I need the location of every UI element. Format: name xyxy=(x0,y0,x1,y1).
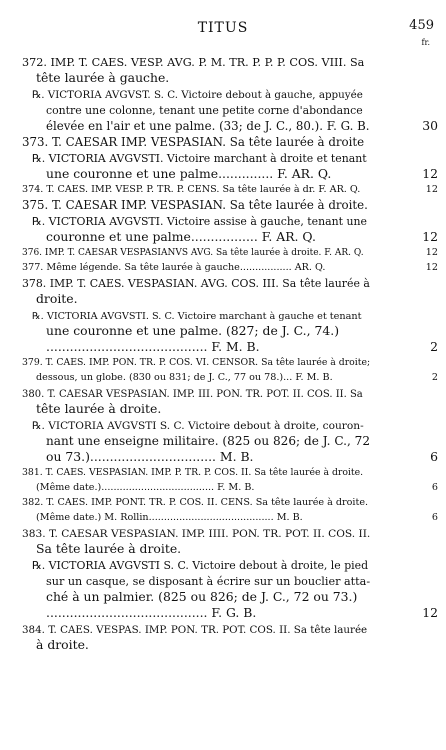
line-text: 380. T. CAESAR VESPASIAN. IMP. III. PON. TR. POT. II. COS. II. Sa xyxy=(22,389,363,400)
catalog-line xyxy=(22,637,438,653)
page-number: 459 xyxy=(409,18,434,33)
line-text: à droite. xyxy=(36,637,89,652)
line-text: 381. T. CAES. VESPASIAN. IMP. P. TR. P. COS. II. Sa tête laurée à droite. xyxy=(22,467,364,478)
catalog-line xyxy=(22,102,438,118)
catalog-line xyxy=(22,355,438,370)
price-value: 6 xyxy=(431,482,438,493)
line-text: ......................................... F. G. B. xyxy=(46,605,257,620)
catalog-line xyxy=(22,433,438,449)
line-text: ℞. VICTORIA AVGVSTI. S. C. Victoire marchant à gauche et tenant xyxy=(32,311,362,322)
line-text: ou 73.)................................ M. B. xyxy=(46,449,254,464)
line-text: une couronne et une palme.............. F. AR. Q. xyxy=(46,166,332,181)
catalog-line xyxy=(22,495,438,510)
catalog-line xyxy=(22,573,438,589)
catalog-line xyxy=(22,465,438,480)
catalog-line xyxy=(22,541,438,557)
currency-label: fr. xyxy=(421,38,430,47)
line-text: 382. T. CAES. IMP. PONT. TR. P. COS. II. CENS. Sa tête laurée à droite. xyxy=(22,497,369,508)
catalog-line xyxy=(22,589,438,605)
catalog-line xyxy=(22,118,438,134)
price-value: 12 xyxy=(425,262,438,273)
catalog-line xyxy=(22,480,438,495)
line-text: 379. T. CAES. IMP. PON. TR. P. COS. VI. CENSOR. Sa tête laurée à droite; xyxy=(22,357,371,368)
line-text: couronne et une palme................. F. AR. Q. xyxy=(46,229,316,244)
catalog-line xyxy=(22,449,438,465)
catalog-line xyxy=(22,166,438,182)
catalog-line xyxy=(22,197,438,213)
line-text: une couronne et une palme. (827; de J. C., 74.) xyxy=(46,323,340,338)
catalog-line xyxy=(22,557,438,573)
catalog-line xyxy=(22,307,438,323)
catalog-line xyxy=(22,339,438,355)
line-text: 374. T. CAES. IMP. VESP. P. TR. P. CENS. Sa tête laurée à dr. F. AR. Q. xyxy=(22,184,361,195)
line-text: ℞. VICTORIA AVGVSTI S. C. Victoire debout à droite, le pied xyxy=(32,559,369,572)
line-text: 376. IMP. T. CAESAR VESPASIANVS AVG. Sa tête laurée à droite. F. AR. Q. xyxy=(22,248,364,258)
catalog-line xyxy=(22,229,438,245)
line-text: contre une colonne, tenant une petite corne d'abondance xyxy=(46,104,363,117)
price-value: 12 xyxy=(422,605,438,620)
price-value: 2 xyxy=(431,372,438,383)
catalog-entries xyxy=(22,54,438,653)
line-text: 372. IMP. T. CAES. VESP. AVG. P. M. TR. P. P. P. COS. VIII. Sa xyxy=(22,56,365,69)
line-text: tête laurée à droite. xyxy=(36,401,162,416)
line-text: (Même date.) M. Rollin......................................... M. B. xyxy=(36,512,303,523)
line-text: nant une enseigne militaire. (825 ou 826; de J. C., 72 xyxy=(46,434,371,448)
catalog-line xyxy=(22,213,438,229)
line-text: Sa tête laurée à droite. xyxy=(36,541,182,556)
catalog-line xyxy=(22,417,438,433)
catalog-line xyxy=(22,260,438,275)
catalog-line xyxy=(22,605,438,621)
line-text: sur un casque, se disposant à écrire sur un bouclier atta- xyxy=(46,575,371,588)
line-text: ℞. VICTORIA AVGVSTI. Victoire assise à gauche, tenant une xyxy=(32,215,367,228)
catalog-line xyxy=(22,182,438,197)
line-text: tête laurée à gauche. xyxy=(36,70,170,85)
catalog-line xyxy=(22,275,438,291)
price-value: 2 xyxy=(430,339,438,354)
line-text: 375. T. CAESAR IMP. VESPASIAN. Sa tête laurée à droite. xyxy=(22,198,368,212)
line-text: ché à un palmier. (825 ou 826; de J. C., 72 ou 73.) xyxy=(46,589,358,604)
catalog-line xyxy=(22,150,438,166)
line-text: dessous, un globe. (830 ou 831; de J. C., 77 ou 78.)... F. M. B. xyxy=(36,372,333,383)
running-title: TITUS xyxy=(197,20,249,36)
line-text: 378. IMP. T. CAES. VESPASIAN. AVG. COS. III. Sa tête laurée à xyxy=(22,277,370,290)
catalog-line xyxy=(22,385,438,401)
line-text: élevée en l'air et une palme. (33; de J. C., 80.). F. G. B. xyxy=(46,119,370,133)
line-text: 383. T. CAESAR VESPASIAN. IMP. IIII. PON. TR. POT. II. COS. II. xyxy=(22,528,371,540)
price-value: 12 xyxy=(422,229,438,244)
price-value: 30 xyxy=(422,118,438,133)
catalog-line xyxy=(22,134,438,150)
catalog-line xyxy=(22,370,438,385)
catalog-line xyxy=(22,86,438,102)
line-text: ℞. VICTORIA AVGVSTI. Victoire marchant à droite et tenant xyxy=(32,152,367,165)
price-value: 12 xyxy=(422,166,438,181)
catalog-line xyxy=(22,245,438,260)
line-text: (Même date.)..................................... F. M. B. xyxy=(36,482,255,493)
price-value: 6 xyxy=(430,449,438,464)
line-text: ℞. VICTORIA AVGVST. S. C. Victoire debout à gauche, appuyée xyxy=(32,89,363,101)
catalog-line xyxy=(22,401,438,417)
price-value: 12 xyxy=(425,247,438,258)
price-value: 12 xyxy=(425,184,438,195)
line-text: droite. xyxy=(36,291,78,306)
catalog-line xyxy=(22,510,438,525)
line-text: ℞. VICTORIA AVGVSTI S. C. Victoire debout à droite, couron- xyxy=(32,420,364,432)
line-text: 373. T. CAESAR IMP. VESPASIAN. Sa tête laurée à droite xyxy=(22,135,365,149)
line-text: 377. Même légende. Sa tête laurée à gauche................. AR. Q. xyxy=(22,262,326,273)
catalog-line xyxy=(22,621,438,637)
catalog-line xyxy=(22,70,438,86)
catalog-line xyxy=(22,323,438,339)
catalog-line xyxy=(22,54,438,70)
catalog-line xyxy=(22,291,438,307)
catalog-line xyxy=(22,525,438,541)
price-value: 6 xyxy=(431,512,438,523)
line-text: 384. T. CAES. VESPAS. IMP. PON. TR. POT. COS. II. Sa tête laurée xyxy=(22,624,368,636)
line-text: ......................................... F. M. B. xyxy=(46,339,260,354)
